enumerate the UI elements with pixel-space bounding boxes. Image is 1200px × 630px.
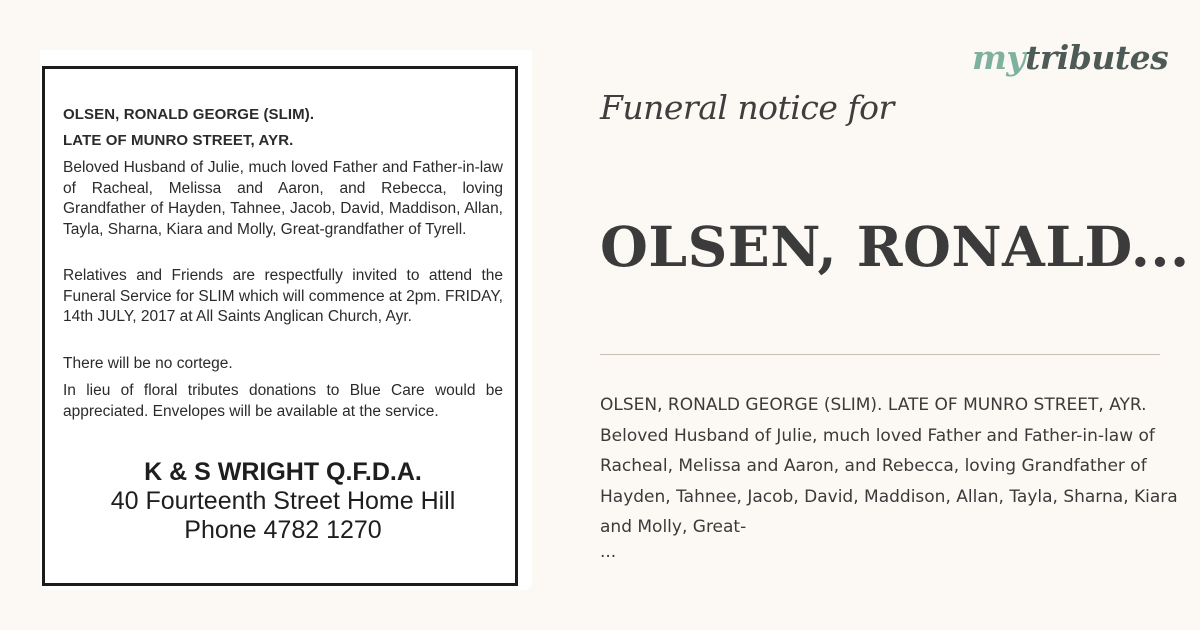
logo-part-tributes: tributes — [1025, 38, 1169, 77]
notice-service-paragraph: Relatives and Friends are respectfully invited to attend the Funeral Service for SLIM which will commence at 2pm. FRIDAY, 14th JULY, 2017 at All Saints Anglican Church, Ayr. — [63, 267, 503, 325]
divider-line — [600, 354, 1160, 355]
notice-subtitle: Funeral notice for — [600, 88, 894, 127]
notice-family-paragraph: Beloved Husband of Julie, much loved Father and Father-in-law of Racheal, Melissa and Aaron, and Rebecca, loving Grandfather of Hayden, Tahnee, Jacob, David, Maddison, Allan, Tayla, Sharna, Kiara and Molly, Great-grandfather of Tyrell. — [63, 159, 503, 238]
notice-image — [40, 40, 532, 590]
notice-heading-name: OLSEN, RONALD GEORGE (SLIM). — [63, 106, 315, 123]
notice-paper — [40, 50, 532, 590]
notice-frame — [42, 66, 518, 586]
notice-heading-address: LATE OF MUNRO STREET, AYR. — [63, 132, 294, 149]
notice-donations-paragraph: In lieu of floral tributes donations to Blue Care would be appreciated. Envelopes will be available at the service. — [63, 382, 503, 420]
notice-cortege-paragraph: There will be no cortege. — [63, 355, 233, 372]
mytributes-logo[interactable] — [972, 38, 1168, 77]
deceased-name-title: OLSEN, RONALD... — [600, 214, 1190, 279]
logo-part-my: my — [972, 38, 1026, 77]
funeral-director-phone: Phone 4782 1270 — [184, 516, 382, 544]
excerpt-ellipsis: ... — [600, 542, 617, 562]
funeral-director-address: 40 Fourteenth Street Home Hill — [110, 487, 456, 515]
notice-excerpt: OLSEN, RONALD GEORGE (SLIM). LATE OF MUNRO STREET, AYR. Beloved Husband of Julie, much loved Father and Father-in-law of Racheal, Melissa and Aaron, and Rebecca, loving Grandfather of Hayden, Tahnee, Jacob, David, Maddison, Allan, Tayla, Sharna, Kiara and Molly, Great- — [600, 395, 1178, 537]
funeral-director-name: K & S WRIGHT Q.F.D.A. — [144, 458, 422, 486]
